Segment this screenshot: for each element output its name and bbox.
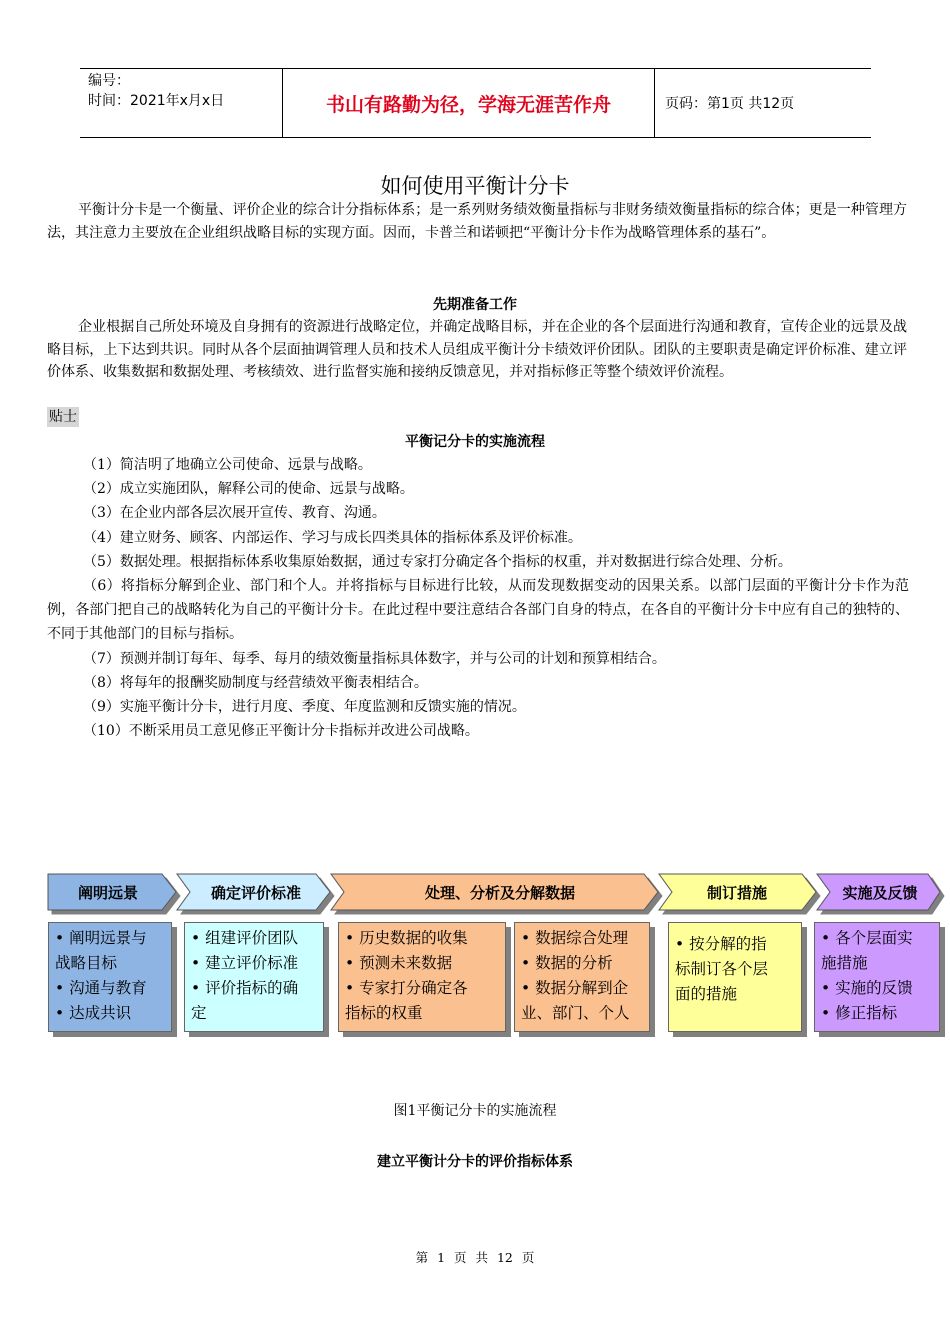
stage-label-2: 确定评价标准 <box>210 884 302 902</box>
process-step: （9）实施平衡计分卡，进行月度、季度、年度监测和反馈实施的情况。 <box>83 699 526 716</box>
process-heading: 平衡记分卡的实施流程 <box>405 434 545 450</box>
process-step: （10）不断采用员工意见修正平衡计分卡指标并改进公司战略。 <box>83 723 479 740</box>
stage-label-3: 处理、分析及分解数据 <box>424 884 576 902</box>
process-steps <box>47 453 909 743</box>
flow-box-line: • 阐明远景与 <box>55 929 147 947</box>
page-header <box>80 68 871 138</box>
flow-box-line: • 达成共识 <box>55 1004 132 1022</box>
page-footer: 第 1 页 共 12 页 <box>415 1250 535 1265</box>
flow-box-line: 定 <box>191 1004 207 1022</box>
doc-number-label: 编号： <box>88 73 130 89</box>
tip-label: 贴士 <box>49 409 77 425</box>
flow-box-line: • 评价指标的确 <box>191 979 299 997</box>
intro-paragraph: 平衡计分卡是一个衡量、评价企业的综合计分指标体系；是一系列财务绩效衡量指标与非财务绩效衡量指标的综合体；更是一种管理方法，其注意力主要放在企业组织战略目标的实现方面。因而，卡普兰和诺顿把“平衡计分卡作为战略管理体系的基石”。 <box>47 202 907 241</box>
flow-box-line: • 实施的反馈 <box>821 979 913 997</box>
flow-box-line: • 建立评价标准 <box>191 954 299 972</box>
flow-box-line: • 组建评价团队 <box>191 929 299 947</box>
flow-box-line: • 专家打分确定各 <box>345 979 468 997</box>
stage-label-4: 制订措施 <box>706 884 768 902</box>
flow-arrows <box>40 868 950 920</box>
flow-box-line: • 预测未来数据 <box>345 954 453 972</box>
flow-box-line: • 数据综合处理 <box>521 929 629 947</box>
flow-box-feedback <box>814 922 940 1032</box>
flow-box-data-collection <box>338 922 506 1032</box>
flow-box-line: 面的措施 <box>675 985 738 1003</box>
flow-box-line: • 沟通与教育 <box>55 979 147 997</box>
flow-box-line: • 各个层面实 <box>821 929 913 947</box>
header-motto: 书山有路勤为径，学海无涯苦作舟 <box>282 69 655 137</box>
process-step: （5）数据处理。根据指标体系收集原始数据，通过专家打分确定各个指标的权重，并对数据进行综合处理、分析。 <box>83 553 792 570</box>
section-heading: 建立平衡计分卡的评价指标体系 <box>377 1154 573 1170</box>
figure-caption: 图1平衡记分卡的实施流程 <box>393 1103 557 1119</box>
document-title: 如何使用平衡计分卡 <box>380 174 570 198</box>
stage-label-5: 实施及反馈 <box>842 884 918 902</box>
flow-box-line: 施措施 <box>821 954 868 972</box>
process-step: （1）简洁明了地确立公司使命、远景与战略。 <box>83 457 372 473</box>
stage-label-1: 阐明远景 <box>77 884 139 902</box>
flow-box-vision <box>48 922 172 1032</box>
process-step: （2）成立实施团队，解释公司的使命、远景与战略。 <box>83 481 414 498</box>
header-meta <box>80 69 282 137</box>
flow-box-line: • 按分解的指 <box>675 935 767 953</box>
flow-box-line: 指标的权重 <box>345 1004 423 1022</box>
flow-box-data-processing <box>514 922 650 1032</box>
flow-box-line: 业、部门、个人 <box>521 1004 630 1022</box>
doc-time-label: 时间：2021年x月x日 <box>88 93 225 109</box>
process-step: （4）建立财务、顾客、内部运作、学习与成长四类具体的指标体系及评价标准。 <box>83 529 582 546</box>
process-step: （3）在企业内部各层次展开宣传、教育、沟通。 <box>83 505 386 522</box>
process-step: （6）将指标分解到企业、部门和个人。并将指标与目标进行比较，从而发现数据变动的因果关系。以部门层面的平衡计分卡作为范例，各部门把自己的战略转化为自己的平衡计分卡。在此过程中要注意结合各部门自身的特点，在各自的平衡计分卡中应有自己的独特的、不同于其他部门的目标与指标。 <box>47 578 909 643</box>
flow-box-measures <box>668 922 802 1032</box>
implementation-flow-diagram <box>40 868 950 1048</box>
header-page-info: 页码：第1页 共12页 <box>665 96 795 112</box>
flow-box-line: • 修正指标 <box>821 1004 898 1022</box>
process-step: （8）将每年的报酬奖励制度与经营绩效平衡表相结合。 <box>83 674 428 691</box>
flow-box-standards <box>184 922 324 1032</box>
process-step: （7）预测并制订每年、每季、每月的绩效衡量指标具体数字，并与公司的计划和预算相结合。 <box>83 650 666 667</box>
flow-box-line: • 数据的分析 <box>521 954 613 972</box>
prep-heading: 先期准备工作 <box>433 297 517 313</box>
flow-box-line: 标制订各个层 <box>675 960 769 978</box>
flow-box-line: • 历史数据的收集 <box>345 929 468 947</box>
flow-box-line: • 数据分解到企 <box>521 979 629 997</box>
prep-paragraph: 企业根据自己所处环境及自身拥有的资源进行战略定位，并确定战略目标，并在企业的各个层面进行沟通和教育，宣传企业的远景及战略目标，上下达到共识。同时从各个层面抽调管理人员和技术人员组成平衡计分卡绩效评价团队。团队的主要职责是确定评价标准、建立评价体系、收集数据和数据处理、考核绩效、进行监督实施和接纳反馈意见，并对指标修正等整个绩效评价流程。 <box>47 319 907 380</box>
flow-box-line: 战略目标 <box>55 954 118 972</box>
